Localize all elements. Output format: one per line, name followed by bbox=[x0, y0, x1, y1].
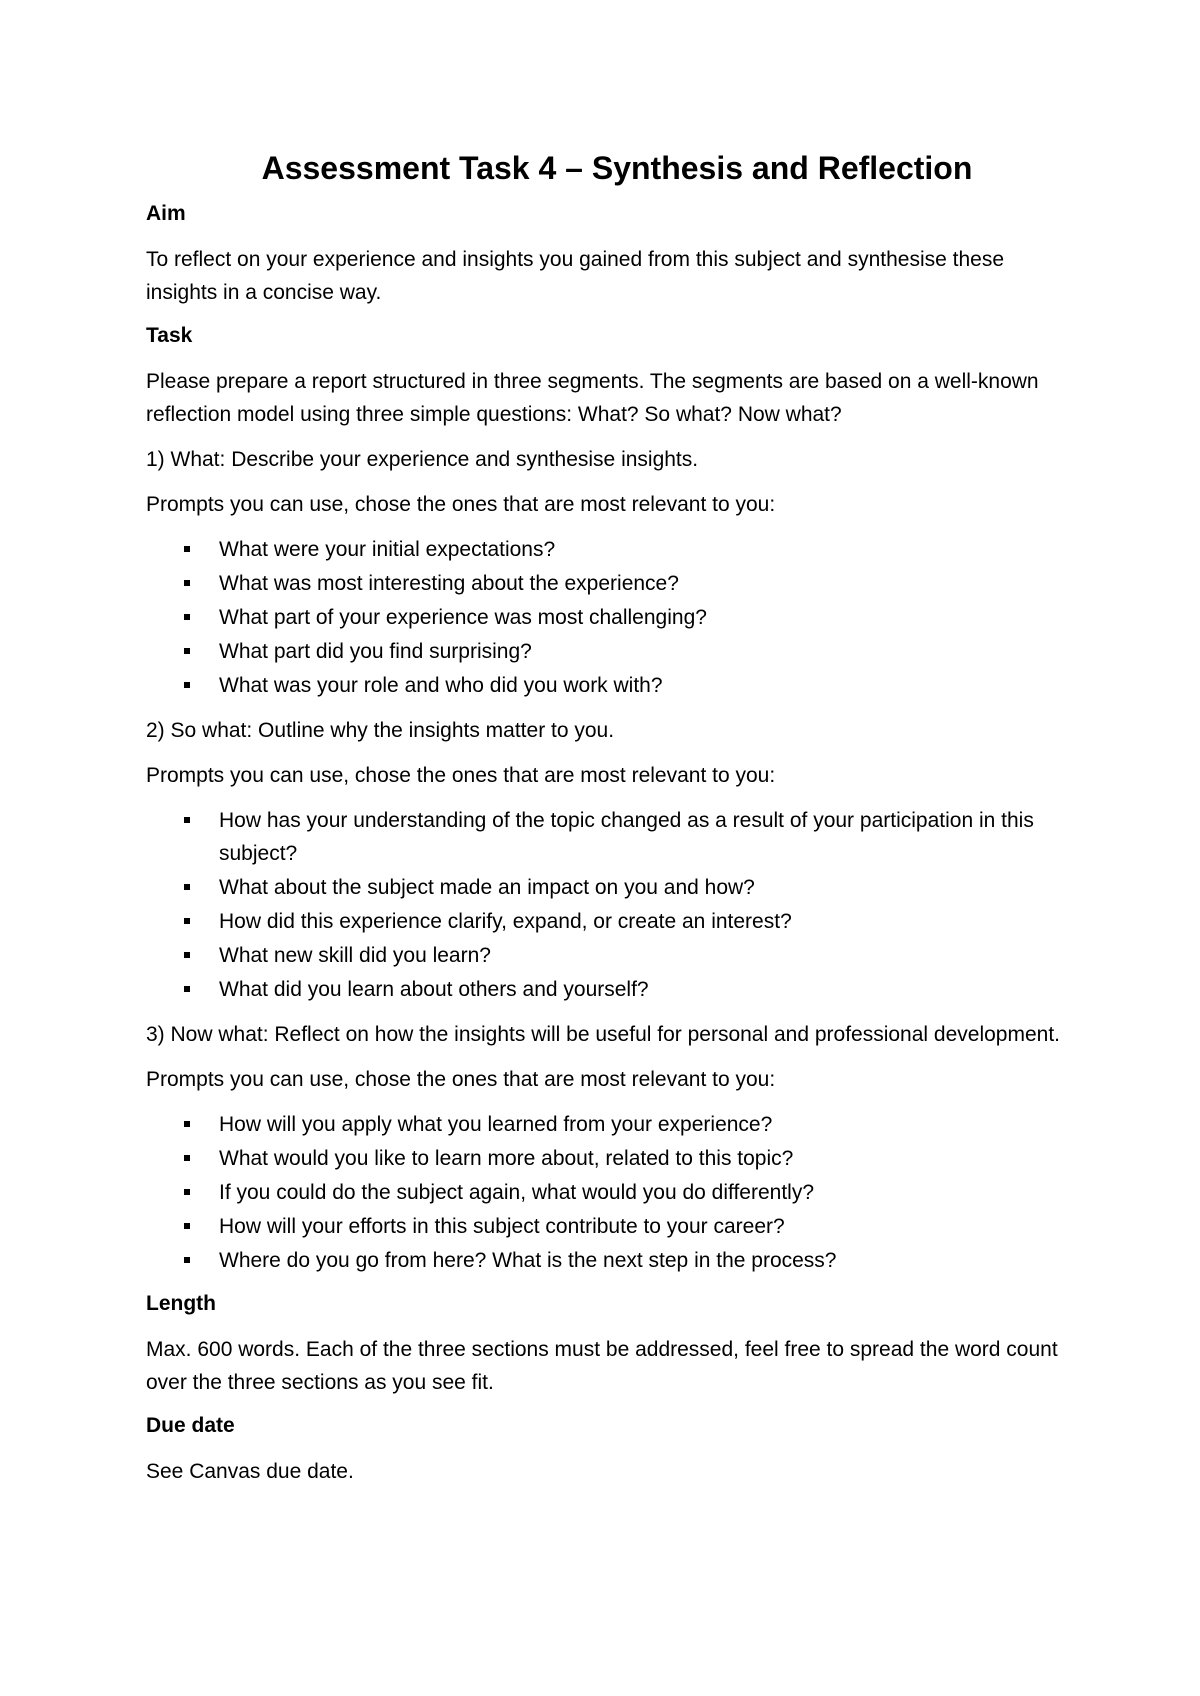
square-bullet-icon bbox=[184, 986, 190, 992]
list-item bbox=[146, 635, 1066, 668]
list-item bbox=[146, 1244, 1066, 1277]
square-bullet-icon bbox=[184, 546, 190, 552]
list-item bbox=[146, 939, 1066, 972]
list-item-text: How will your efforts in this subject contribute to your career? bbox=[219, 1215, 785, 1238]
square-bullet-icon bbox=[184, 1121, 190, 1127]
square-bullet-icon bbox=[184, 817, 190, 823]
page-title: Assessment Task 4 – Synthesis and Reflection bbox=[261, 150, 973, 186]
aim-heading: Aim bbox=[146, 202, 186, 225]
list-item-text: What was most interesting about the experience? bbox=[219, 572, 679, 595]
square-bullet-icon bbox=[184, 918, 190, 924]
list-item bbox=[146, 804, 1066, 870]
list-item bbox=[146, 601, 1066, 634]
list-item-text: How did this experience clarify, expand, or create an interest? bbox=[219, 910, 792, 933]
list-item bbox=[146, 1176, 1066, 1209]
task-heading: Task bbox=[146, 324, 193, 347]
square-bullet-icon bbox=[184, 884, 190, 890]
square-bullet-icon bbox=[184, 1223, 190, 1229]
list-item bbox=[146, 905, 1066, 938]
list-item bbox=[146, 871, 1066, 904]
list-item bbox=[146, 1108, 1066, 1141]
list-item-text: What was your role and who did you work with? bbox=[219, 674, 663, 697]
section-1-prompt-intro: Prompts you can use, chose the ones that are most relevant to you: bbox=[146, 493, 776, 516]
square-bullet-icon bbox=[184, 580, 190, 586]
square-bullet-icon bbox=[184, 1189, 190, 1195]
section-1-prompts bbox=[146, 533, 1066, 702]
list-item-text: Where do you go from here? What is the next step in the process? bbox=[219, 1249, 837, 1272]
square-bullet-icon bbox=[184, 648, 190, 654]
square-bullet-icon bbox=[184, 1155, 190, 1161]
list-item-text: What would you like to learn more about, related to this topic? bbox=[219, 1147, 794, 1170]
list-item-text: How has your understanding of the topic changed as a result of your participation in this subject? bbox=[219, 809, 1034, 865]
list-item bbox=[146, 669, 1066, 702]
list-item-text: What about the subject made an impact on you and how? bbox=[219, 876, 755, 899]
list-item-text: What did you learn about others and yourself? bbox=[219, 978, 649, 1001]
list-item-text: How will you apply what you learned from your experience? bbox=[219, 1113, 773, 1136]
list-item-text: If you could do the subject again, what would you do differently? bbox=[219, 1181, 815, 1204]
section-1-title: 1) What: Describe your experience and synthesise insights. bbox=[146, 448, 699, 471]
list-item-text: What part of your experience was most challenging? bbox=[219, 606, 707, 629]
list-item bbox=[146, 533, 1066, 566]
square-bullet-icon bbox=[184, 1257, 190, 1263]
due-date-heading: Due date bbox=[146, 1414, 235, 1437]
section-3-prompts bbox=[146, 1108, 1066, 1277]
list-item bbox=[146, 567, 1066, 600]
task-intro: Please prepare a report structured in three segments. The segments are based on a well-known reflection model using three simple questions: What? So what? Now what? bbox=[146, 370, 1039, 426]
list-item-text: What part did you find surprising? bbox=[219, 640, 532, 663]
section-3-title: 3) Now what: Reflect on how the insights will be useful for personal and professional development. bbox=[146, 1023, 1061, 1046]
section-2-title: 2) So what: Outline why the insights matter to you. bbox=[146, 719, 615, 742]
square-bullet-icon bbox=[184, 952, 190, 958]
list-item-text: What new skill did you learn? bbox=[219, 944, 491, 967]
due-date-text: See Canvas due date. bbox=[146, 1460, 354, 1483]
list-item bbox=[146, 973, 1066, 1006]
aim-text: To reflect on your experience and insights you gained from this subject and synthesise these insights in a concise way. bbox=[146, 248, 1004, 304]
square-bullet-icon bbox=[184, 614, 190, 620]
length-text: Max. 600 words. Each of the three sections must be addressed, feel free to spread the word count over the three sections as you see fit. bbox=[146, 1338, 1058, 1394]
document-page bbox=[146, 145, 1066, 1500]
list-item bbox=[146, 1210, 1066, 1243]
list-item bbox=[146, 1142, 1066, 1175]
square-bullet-icon bbox=[184, 682, 190, 688]
section-2-prompts bbox=[146, 804, 1066, 1006]
section-3-prompt-intro: Prompts you can use, chose the ones that are most relevant to you: bbox=[146, 1068, 776, 1091]
length-heading: Length bbox=[146, 1292, 216, 1315]
list-item-text: What were your initial expectations? bbox=[219, 538, 556, 561]
section-2-prompt-intro: Prompts you can use, chose the ones that are most relevant to you: bbox=[146, 764, 776, 787]
